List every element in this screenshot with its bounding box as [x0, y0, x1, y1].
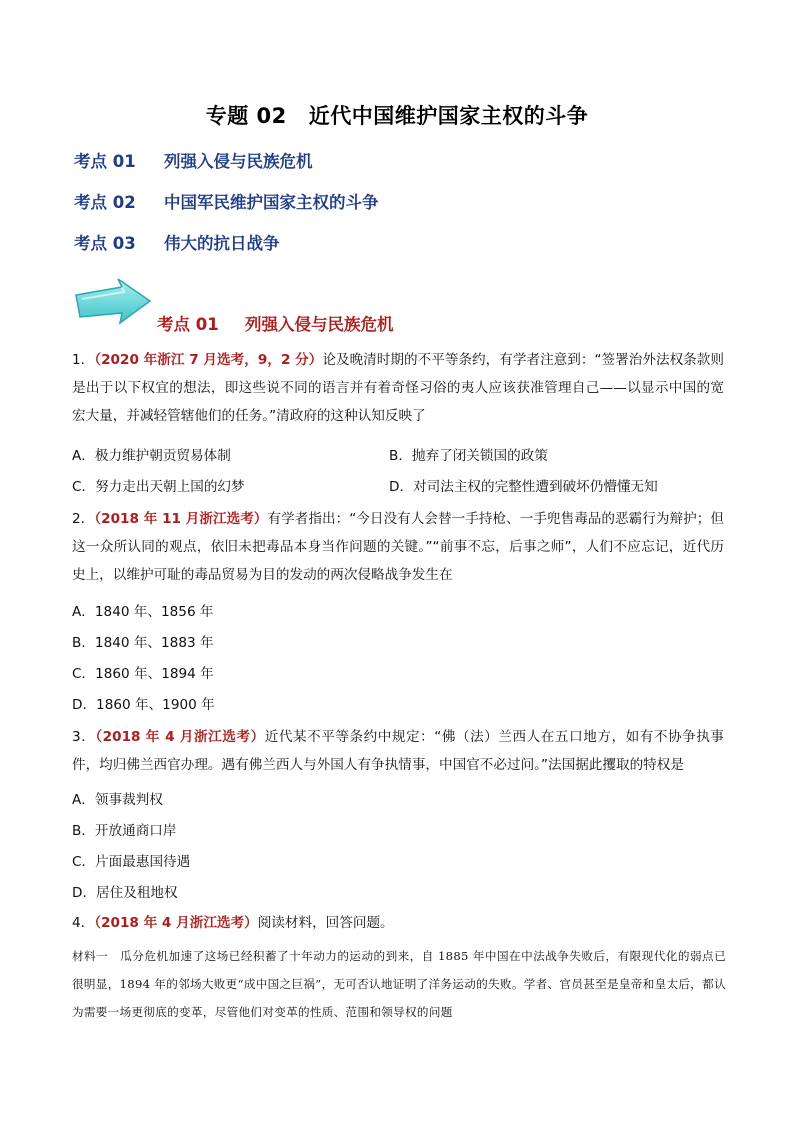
option-a: A．1840 年、1856 年	[72, 604, 214, 620]
material-passage: 材料一 瓜分危机加速了这场已经积蓄了十年动力的运动的到来，自 1885 年中国在中法战争失败后，有限现代化的弱点已很明显，1894 年的邻场大败更“成中国之巨祸”，无可否认地证明了洋务运动的失败。学者、官员甚至是皇帝和皇太后，都认为需要一场更彻底的变革，尽管他们对变革的性质、范围和领导权的问题	[72, 949, 726, 1019]
option-a: A．领事裁判权	[72, 792, 163, 808]
toc-text: 列强入侵与民族危机	[164, 152, 313, 171]
option-d: D．1860 年、1900 年	[72, 697, 215, 713]
question-text: 近代某不平等条约中规定：“佛（法）兰西人在五口地方，如有不协争执事件，均归佛兰西官办理。遇有佛兰西人与外国人有争执情事，中国官不必过问。”法国据此攫取的特权是	[72, 729, 724, 773]
question-text: 阅读材料，回答问题。	[257, 915, 394, 931]
question-source: （2020 年浙江 7 月选考，9，2 分）	[94, 352, 323, 368]
toc-key: 考点 01	[74, 152, 136, 171]
question-source: （2018 年 11 月浙江选考）	[94, 511, 268, 527]
question-3	[72, 723, 724, 779]
question-source: （2018 年 4 月浙江选考）	[94, 915, 258, 931]
section-key: 考点 01	[157, 315, 219, 334]
toc-item-1	[74, 148, 313, 172]
option-a: A．极力维护朝贡贸易体制	[72, 448, 231, 464]
title-text: 近代中国维护国家主权的斗争	[308, 104, 589, 128]
toc-text: 伟大的抗日战争	[164, 234, 280, 253]
arrow-icon	[72, 277, 154, 327]
toc-item-2	[74, 189, 379, 213]
option-b: B．开放通商口岸	[72, 823, 177, 839]
option-b: B．1840 年、1883 年	[72, 635, 214, 651]
toc-text: 中国军民维护国家主权的斗争	[164, 193, 379, 212]
section-text: 列强入侵与民族危机	[245, 315, 394, 334]
question-2	[72, 505, 724, 589]
option-c: C．片面最惠国待遇	[72, 854, 191, 870]
section-heading	[157, 311, 394, 335]
question-4	[72, 909, 724, 937]
option-c: C．努力走出天朝上国的幻梦	[72, 479, 245, 495]
title-number: 专题 02	[205, 104, 287, 128]
option-b: B．抛弃了闭关锁国的政策	[389, 448, 548, 464]
question-number: 4．	[72, 915, 95, 931]
question-number: 3．	[72, 729, 96, 745]
question-source: （2018 年 4 月浙江选考）	[95, 729, 265, 745]
option-d: D．对司法主权的完整性遭到破坏仍懵懂无知	[389, 479, 658, 495]
toc-item-3	[74, 230, 280, 254]
toc-key: 考点 02	[74, 193, 136, 212]
toc-key: 考点 03	[74, 234, 136, 253]
question-text: 有学者指出：“今日没有人会替一手持枪、一手兜售毒品的恶霸行为辩护；但这一众所认同的观点，依旧未把毒品本身当作问题的关键。”“前事不忘，后事之师”，人们不应忘记，近代历史上，以维护可耻的毒品贸易为目的发动的两次侵略战争发生在	[72, 511, 724, 583]
option-d: D．居住及租地权	[72, 885, 178, 901]
question-text: 论及晚清时期的不平等条约，有学者注意到：“签署治外法权条款则是出于以下权宜的想法，即这些说不同的语言并有着奇怪习俗的夷人应该获准管理自己——以显示中国的宽宏大量，并减轻管辖他们的任务。”清政府的这种认知反映了	[72, 352, 724, 424]
page-title	[0, 100, 794, 130]
question-number: 2．	[72, 511, 95, 527]
option-c: C．1860 年、1894 年	[72, 666, 214, 682]
question-number: 1．	[72, 352, 95, 368]
question-1	[72, 346, 724, 430]
